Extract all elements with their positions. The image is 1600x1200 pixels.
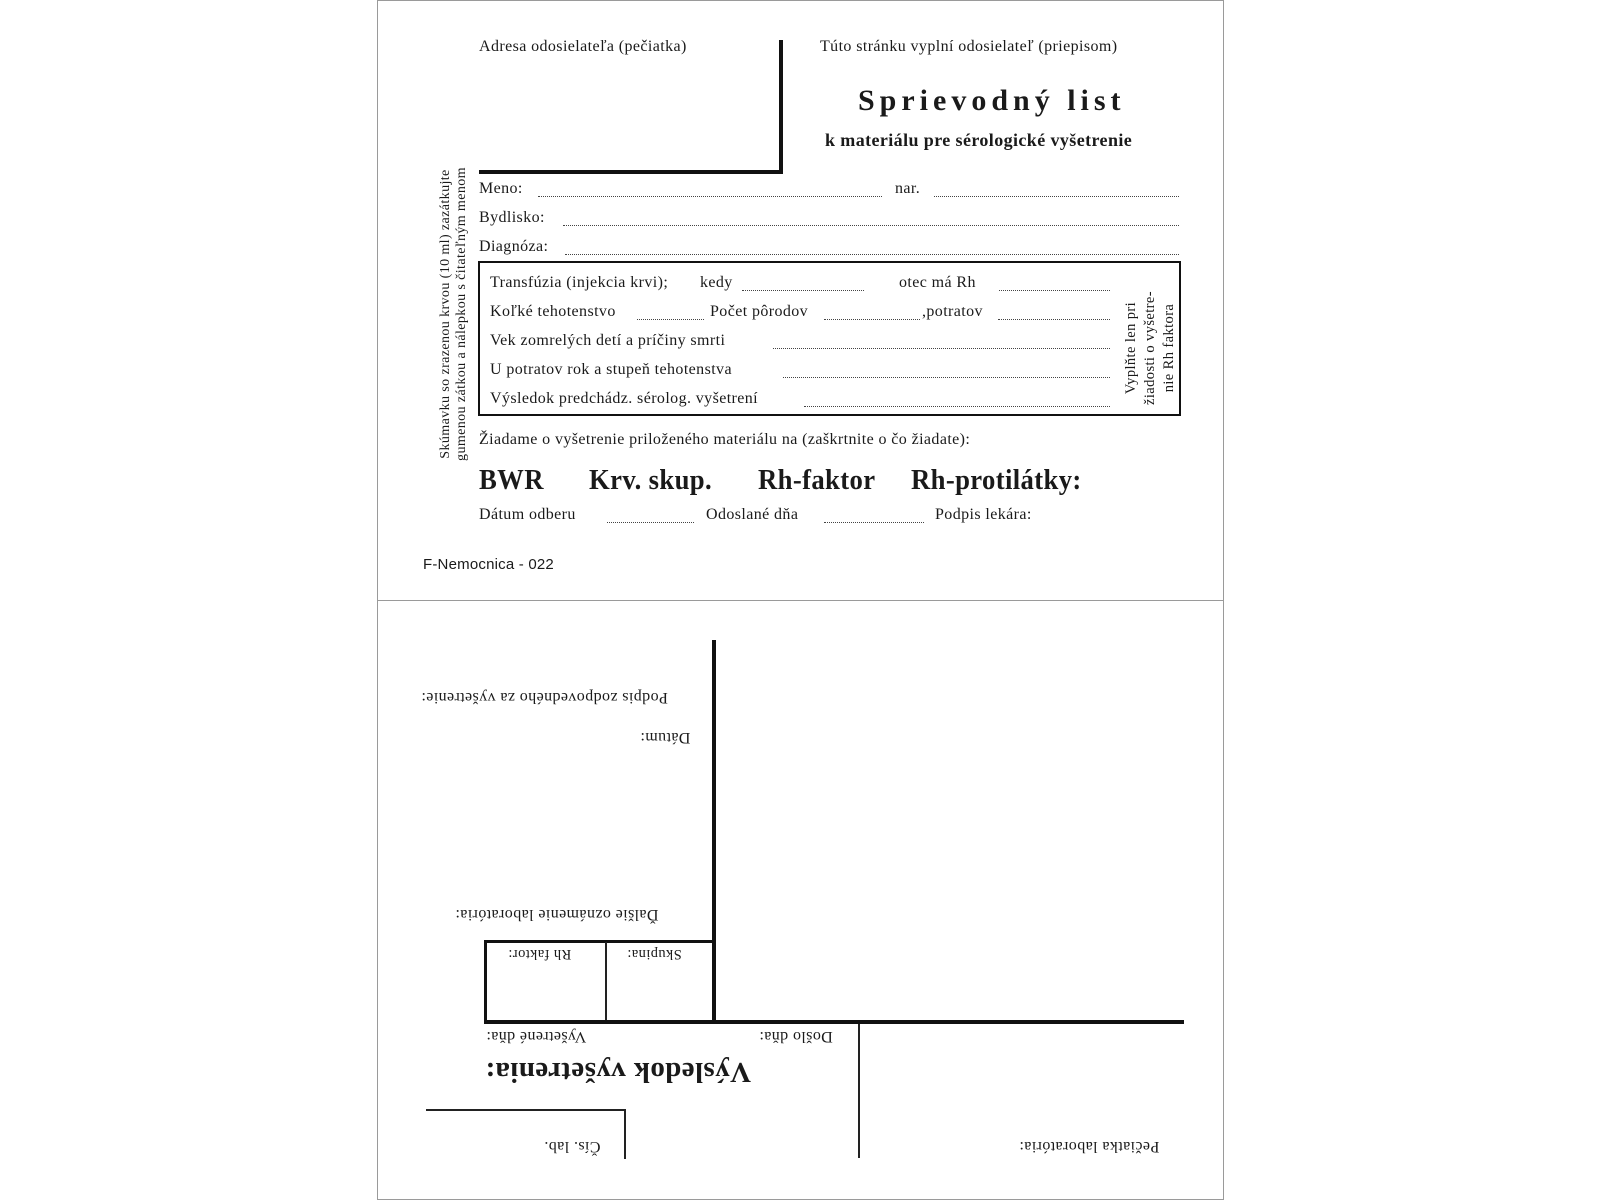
- vysledok-vysetrenia-title: Výsledok vyšetrenia:: [485, 1056, 752, 1088]
- meno-field[interactable]: [538, 196, 882, 197]
- doslo-dna-label: Došlo dňa:: [759, 1028, 833, 1045]
- group-box-divider: [605, 942, 607, 1022]
- vysledok-predch-field[interactable]: [804, 406, 1110, 407]
- test-rh-protilatky[interactable]: Rh-protilátky:: [911, 464, 1082, 496]
- datum-odberu-label: Dátum odberu: [479, 506, 576, 523]
- side-note-line2: gumenou zátkou a nálepkou s čitateľným menom: [454, 167, 469, 461]
- vysetrene-dna-label: Vyšetrené dňa:: [486, 1028, 587, 1045]
- vysledok-predch-label: Výsledok predchádz. sérolog. vyšetrení: [490, 390, 759, 407]
- potratov-field[interactable]: [998, 319, 1110, 320]
- fill-note: Túto stránku vyplní odosielateľ (priepisom): [820, 38, 1118, 55]
- cis-lab-box-top: [426, 1109, 626, 1111]
- potratov-label: ,potratov: [922, 303, 983, 320]
- nar-label: nar.: [895, 180, 921, 197]
- kedy-field[interactable]: [742, 290, 864, 291]
- document-subtitle: k materiálu pre sérologické vyšetrenie: [825, 130, 1133, 150]
- group-box-left-border: [484, 940, 487, 1024]
- group-box-top-border: [484, 940, 716, 943]
- test-rh-faktor[interactable]: Rh-faktor: [758, 464, 876, 496]
- rh-side-note-line1: Vyplňte len pri: [1123, 301, 1139, 395]
- vek-deti-label: Vek zomrelých detí a príčiny smrti: [490, 332, 726, 349]
- sender-address-label: Adresa odosielateľa (pečiatka): [479, 38, 687, 55]
- skupina-label: Skupina:: [627, 946, 682, 962]
- form-code: F-Nemocnica - 022: [423, 556, 554, 573]
- result-area-divider: [858, 1024, 860, 1158]
- datum-odberu-field[interactable]: [607, 522, 694, 523]
- sender-box-bottom-border: [479, 170, 783, 174]
- dalsie-oznamenie-label: Ďalšie oznámenie laboratória:: [455, 906, 659, 923]
- u-potratov-label: U potratov rok a stupeň tehotenstva: [490, 361, 732, 378]
- cis-lab-box-side: [624, 1109, 626, 1159]
- result-area-horizontal-border: [484, 1020, 1184, 1024]
- podpis-zodpovedneho-label: Podpis zodpovedného za vyšetrenie:: [421, 689, 668, 706]
- odoslane-field[interactable]: [824, 522, 924, 523]
- otec-rh-label: otec má Rh: [899, 274, 976, 291]
- vek-deti-field[interactable]: [773, 348, 1110, 349]
- pocet-porodov-field[interactable]: [824, 319, 920, 320]
- document-title: Sprievodný list: [858, 84, 1126, 117]
- transfuzia-label: Transfúzia (injekcia krvi);: [490, 274, 669, 291]
- datum-label: Dátum:: [640, 729, 691, 746]
- u-potratov-field[interactable]: [783, 377, 1110, 378]
- odoslane-label: Odoslané dňa: [706, 506, 799, 523]
- cis-lab-label: Čís. lab.: [544, 1138, 601, 1155]
- result-area-vertical-border: [712, 640, 716, 1024]
- test-krvna-skupina[interactable]: Krv. skup.: [589, 464, 713, 496]
- peciatka-laboratoria-label: Pečiatka laboratória:: [1019, 1138, 1160, 1155]
- nar-field[interactable]: [934, 196, 1179, 197]
- rh-side-note: [1122, 274, 1182, 422]
- meno-label: Meno:: [479, 180, 523, 197]
- diagnoza-field[interactable]: [565, 254, 1179, 255]
- diagnoza-label: Diagnóza:: [479, 238, 549, 255]
- test-bwr[interactable]: BWR: [479, 464, 544, 496]
- kolke-tehotenstvo-label: Koľké tehotenstvo: [490, 303, 616, 320]
- bydlisko-label: Bydlisko:: [479, 209, 545, 226]
- kedy-label: kedy: [700, 274, 733, 291]
- podpis-lekara-label: Podpis lekára:: [935, 506, 1032, 523]
- request-line: Žiadame o vyšetrenie priloženého materiálu na (zaškrtnite o čo žiadate):: [479, 431, 971, 448]
- side-note-line1: Skúmavku so zrazenou krvou (10 ml) zazátkujte: [438, 169, 453, 459]
- kolke-tehotenstvo-field[interactable]: [637, 319, 704, 320]
- rh-side-note-line3: nie Rh faktora: [1161, 303, 1177, 393]
- bydlisko-field[interactable]: [563, 225, 1179, 226]
- otec-rh-field[interactable]: [999, 290, 1110, 291]
- rh-side-note-line2: žiadosti o vyšetre-: [1142, 291, 1158, 405]
- pocet-porodov-label: Počet pôrodov: [710, 303, 809, 320]
- sender-box-right-border: [779, 40, 783, 174]
- rh-faktor-label: Rh faktor:: [508, 946, 572, 962]
